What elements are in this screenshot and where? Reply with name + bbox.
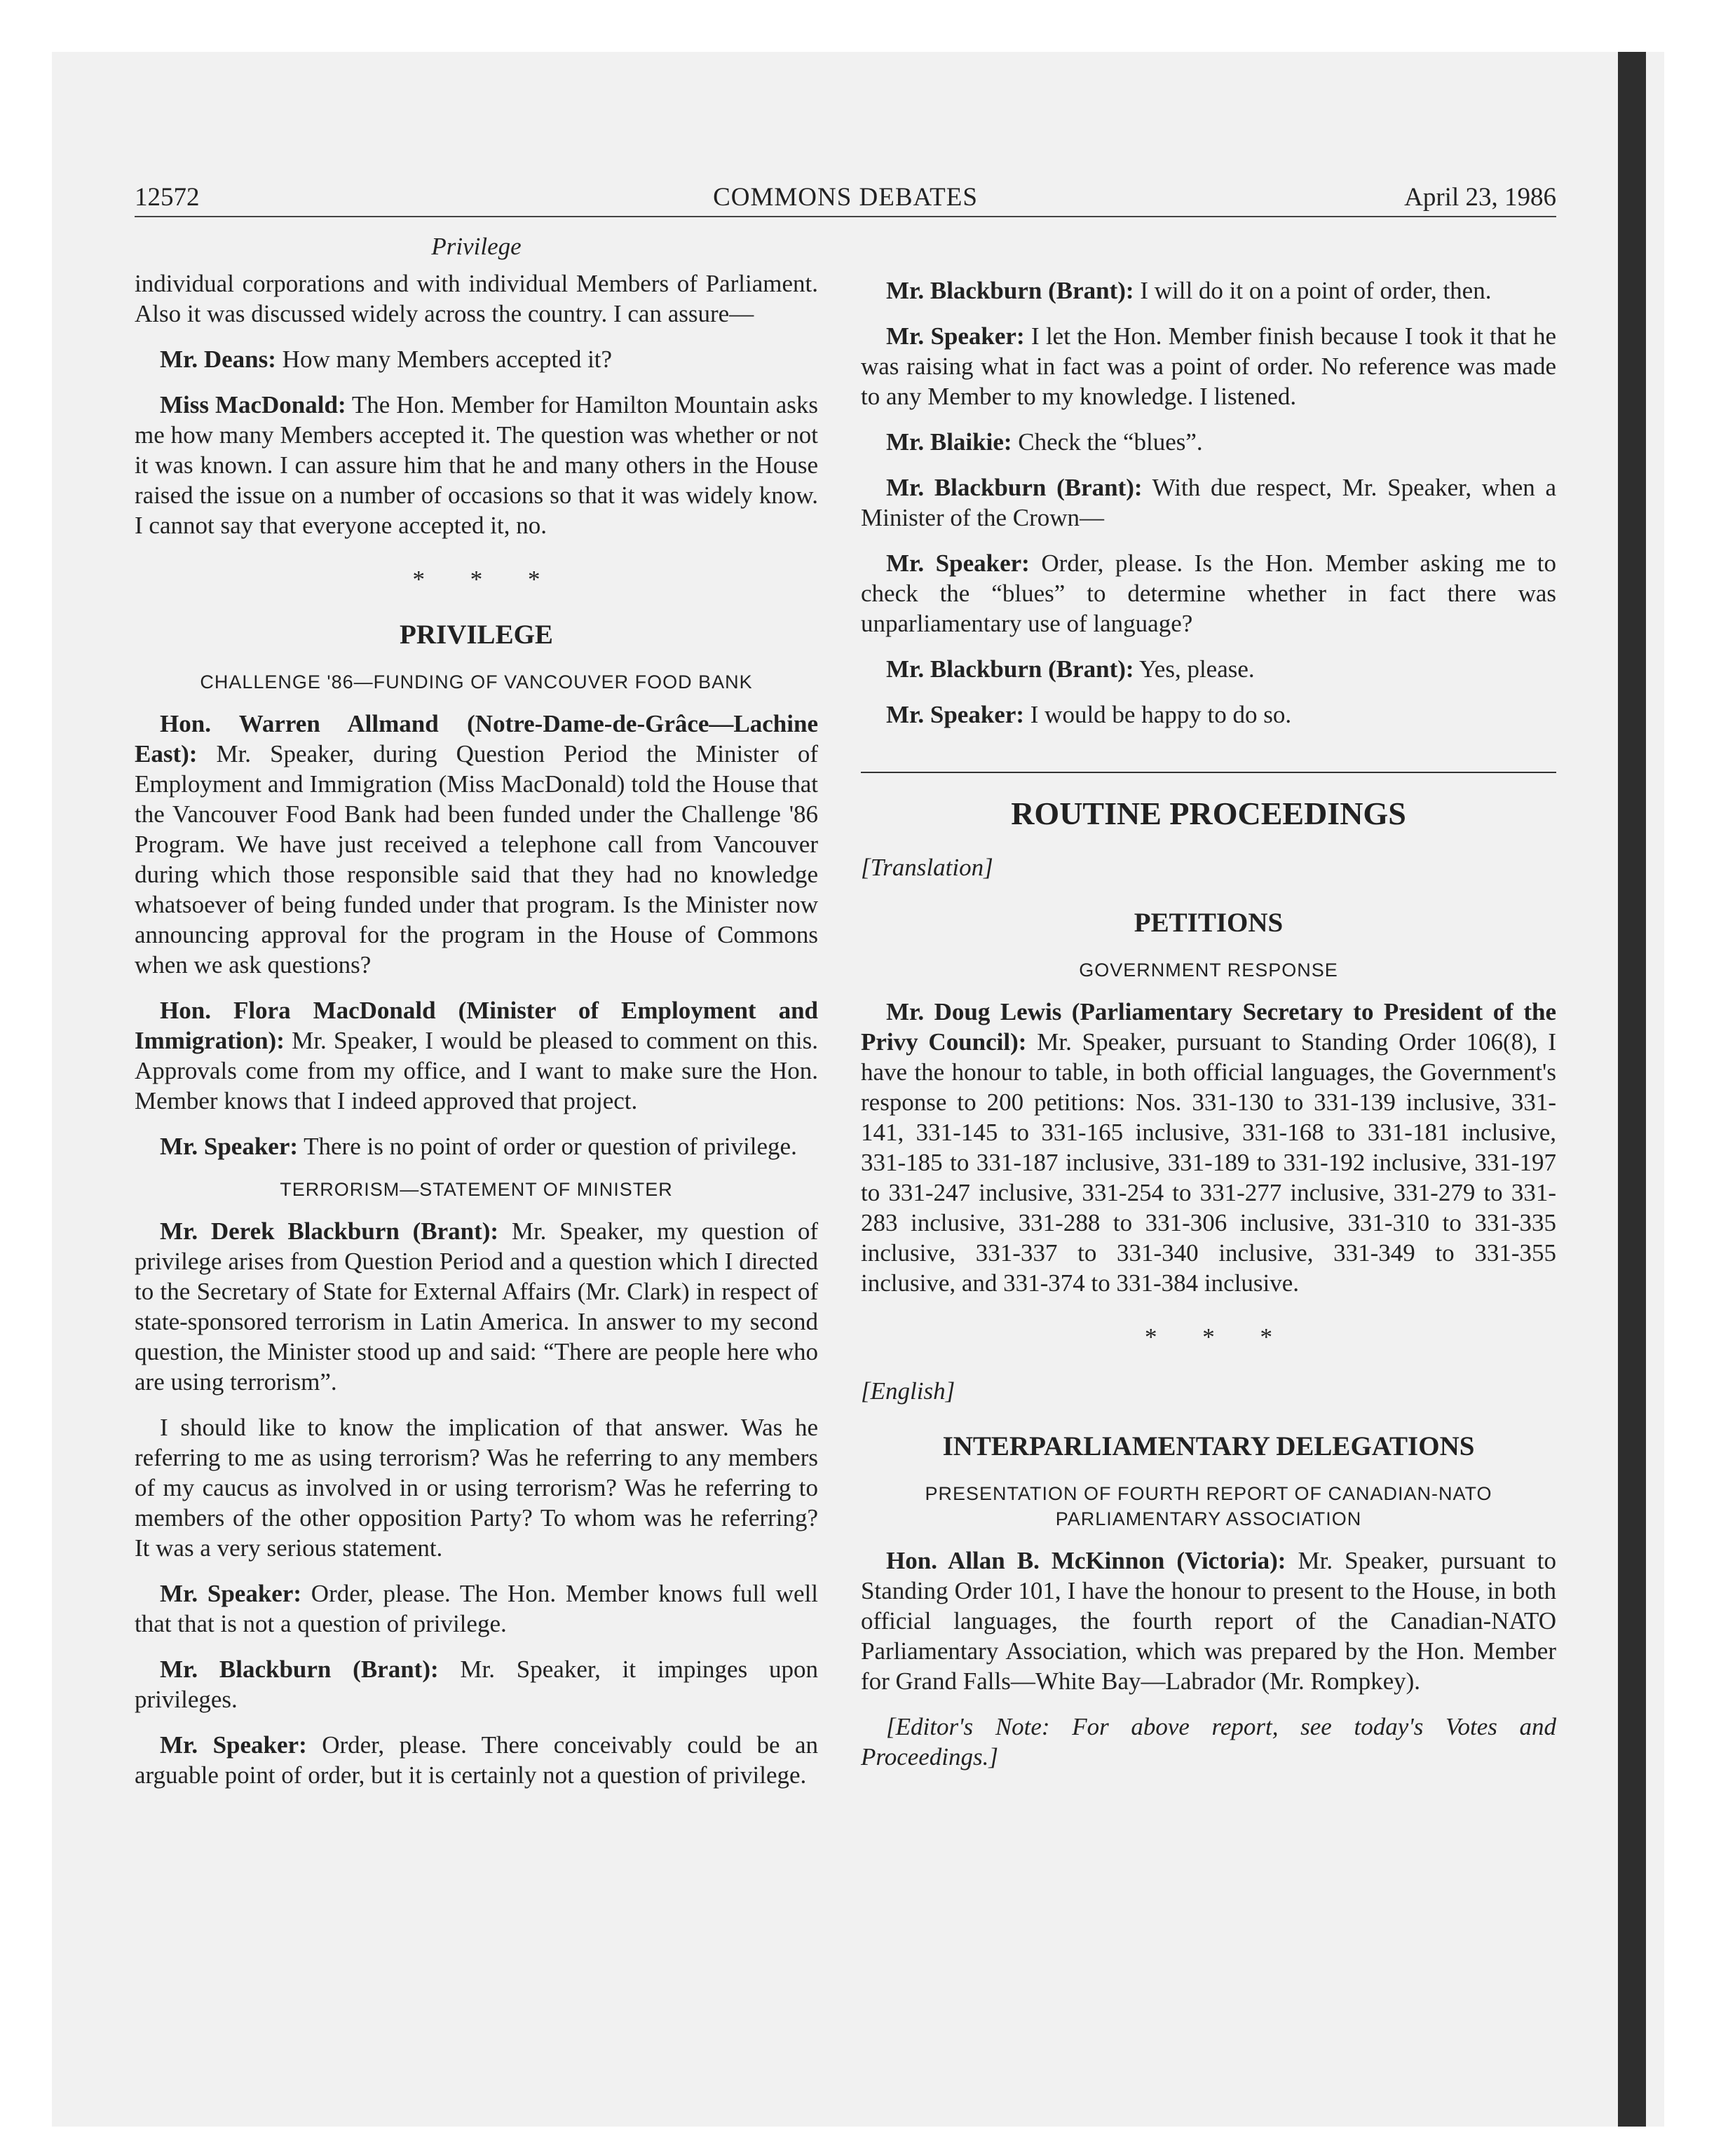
running-head: Privilege xyxy=(431,233,522,260)
subheading: CHALLENGE '86—FUNDING OF VANCOUVER FOOD BANK xyxy=(200,671,753,692)
speaker-name: Miss MacDonald: xyxy=(160,391,346,418)
scan-edge-shadow xyxy=(1618,52,1646,2127)
subheading: TERRORISM—STATEMENT OF MINISTER xyxy=(280,1179,673,1200)
speech-text: How many Members accepted it? xyxy=(275,346,613,373)
speech-text: I will do it on a point of order, then. xyxy=(1134,277,1492,304)
speech xyxy=(135,1654,818,1714)
speech-text: With due respect, Mr. Speaker, when a Minister of the Crown— xyxy=(861,474,1556,531)
left-column xyxy=(135,231,818,1806)
speech-text: Mr. Speaker, pursuant to Standing Order 101, I have the honour to present to the House, in both official languages, the fourth report of the Canadian-NATO Parliamentary Association, which was prepared by the Hon. Member for Grand Falls—White Bay—Labrador (Mr. Rompkey). xyxy=(861,1547,1556,1695)
speech xyxy=(861,1546,1556,1696)
speech xyxy=(861,472,1556,533)
speech xyxy=(135,1578,818,1639)
speech-text: I let the Hon. Member finish because I took it that he was raising what in fact was a point of order. No reference was made to any Member to my knowledge. I listened. xyxy=(861,322,1556,410)
section-separator: * * * xyxy=(1145,1323,1292,1351)
speech-text: Mr. Speaker, during Question Period the Minister of Employment and Immigration (Miss MacDonald) told the House that the Vancouver Food Bank had been funded under the Challenge '86 Program. We have just received a telephone call from Vancouver during which those responsible said that they had no knowledge whatsoever of being funded under that program. Is the Minister now announcing approval for the program in the House of Commons when we ask questions? xyxy=(135,740,818,978)
speech-text: Mr. Speaker, I would be pleased to comment on this. Approvals come from my office, and I want to make sure the Hon. Member knows that I indeed approved that project. xyxy=(135,1027,818,1114)
paragraph: individual corporations and with individual Members of Parliament. Also it was discussed widely across the country. I can assure— xyxy=(135,270,818,327)
speaker-name: Hon. Flora MacDonald (Minister of Employment and Immigration): xyxy=(135,997,818,1054)
speech xyxy=(861,997,1556,1298)
speech xyxy=(135,1730,818,1790)
speaker-name: Mr. Blackburn (Brant): xyxy=(886,655,1134,683)
speech-text: Yes, please. xyxy=(1134,655,1255,683)
speech xyxy=(135,344,818,374)
section-heading: ROUTINE PROCEEDINGS xyxy=(1011,796,1406,831)
speech xyxy=(861,275,1556,306)
speaker-name: Mr. Speaker: xyxy=(886,550,1030,577)
section-heading: PETITIONS xyxy=(1134,908,1284,938)
speaker-name: Mr. Speaker: xyxy=(160,1133,299,1160)
right-column xyxy=(861,275,1556,1787)
speaker-name: Mr. Speaker: xyxy=(160,1580,302,1607)
section-heading: INTERPARLIAMENTARY DELEGATIONS xyxy=(942,1431,1475,1461)
speaker-name: Mr. Blaikie: xyxy=(886,428,1012,456)
speech-text: Order, please. Is the Hon. Member asking me to check the “blues” to determine whether in fact there was unparliamentary use of language? xyxy=(861,550,1556,637)
speech xyxy=(861,427,1556,457)
speaker-name: Mr. Doug Lewis (Parliamentary Secretary to President of the Privy Council): xyxy=(861,998,1556,1056)
speaker-name: Hon. Allan B. McKinnon (Victoria): xyxy=(886,1547,1286,1574)
speech xyxy=(135,709,818,980)
page-number: 12572 xyxy=(135,183,200,212)
language-marker: [English] xyxy=(861,1377,955,1405)
speaker-name: Mr. Speaker: xyxy=(886,322,1025,350)
speech xyxy=(135,1216,818,1397)
speech xyxy=(861,548,1556,639)
speaker-name: Mr. Blackburn (Brant): xyxy=(886,277,1134,304)
speaker-name: Mr. Speaker: xyxy=(886,701,1025,728)
speech-text: Mr. Speaker, my question of privilege arises from Question Period and a question which I directed to the Secretary of State for External Affairs (Mr. Clark) in respect of state-sponsored terrorism in Latin America. In answer to my second question, the Minister stood up and said: “There are people here who are using terrorism”. xyxy=(135,1217,818,1396)
speech xyxy=(135,995,818,1116)
speech xyxy=(861,654,1556,684)
speech-text: I would be happy to do so. xyxy=(1024,701,1292,728)
speaker-name: Hon. Warren Allmand (Notre-Dame-de-Grâce—Lachine East): xyxy=(135,710,818,767)
section-heading: PRIVILEGE xyxy=(400,620,553,650)
section-separator: * * * xyxy=(412,566,560,593)
speaker-name: Mr. Speaker: xyxy=(160,1731,307,1759)
language-marker: [Translation] xyxy=(861,854,993,881)
speaker-name: Mr. Blackburn (Brant): xyxy=(160,1656,439,1683)
speech-text: Order, please. There conceivably could be an arguable point of order, but it is certainly not a question of privilege. xyxy=(135,1731,819,1789)
speech-text: Check the “blues”. xyxy=(1012,428,1203,456)
speaker-name: Mr. Derek Blackburn (Brant): xyxy=(160,1217,499,1245)
subheading: PRESENTATION OF FOURTH REPORT OF CANADIAN-NATO PARLIAMENTARY ASSOCIATION xyxy=(925,1483,1492,1529)
publication-title: COMMONS DEBATES xyxy=(713,183,978,212)
section-divider xyxy=(861,772,1556,773)
page-header xyxy=(135,179,1556,217)
speaker-name: Mr. Blackburn (Brant): xyxy=(886,474,1143,501)
speech-text: Mr. Speaker, it impinges upon privileges. xyxy=(135,1656,818,1713)
speech-text: Mr. Speaker, pursuant to Standing Order 106(8), I have the honour to table, in both official languages, the Government's response to 200 petitions: Nos. 331-130 to 331-139 inclusive, 331-141, 331-145 to 331-165 inclusive, 331-168 to 331-181 inclusive, 331-185 to 331-187 inclusive, 331-189 to 331-192 inclusive, 331-197 to 331-247 inclusive, 331-254 to 331-277 inclusive, 331-279 to 331-283 inclusive, 331-288 to 331-306 inclusive, 331-310 to 331-335 inclusive, 331-337 to 331-340 inclusive, 331-349 to 331-355 inclusive, and 331-374 to 331-384 inclusive. xyxy=(861,1028,1556,1297)
speech xyxy=(135,390,818,540)
editor-note: [Editor's Note: For above report, see today's Votes and Proceedings.] xyxy=(861,1713,1556,1770)
speech xyxy=(861,700,1556,730)
speech-text: Order, please. The Hon. Member knows full well that that is not a question of privilege. xyxy=(135,1580,818,1637)
speech xyxy=(861,321,1556,411)
speech-text: There is no point of order or question of privilege. xyxy=(298,1133,797,1160)
page-date: April 23, 1986 xyxy=(1404,183,1556,212)
speech-text: The Hon. Member for Hamilton Mountain asks me how many Members accepted it. The question was whether or not it was known. I can assure him that he and many others in the House raised the issue on a number of occasions so that it was widely know. I cannot say that everyone accepted it, no. xyxy=(135,391,819,539)
speaker-name: Mr. Deans: xyxy=(160,346,276,373)
subheading: GOVERNMENT RESPONSE xyxy=(1079,960,1338,981)
paragraph: I should like to know the implication of that answer. Was he referring to me as using terrorism? Was he referring to any members of my caucus as involved in or using terrorism? Was he referring to members of the other opposition Party? To whom was he referring? It was a very serious statement. xyxy=(135,1414,818,1562)
speech xyxy=(135,1131,818,1161)
